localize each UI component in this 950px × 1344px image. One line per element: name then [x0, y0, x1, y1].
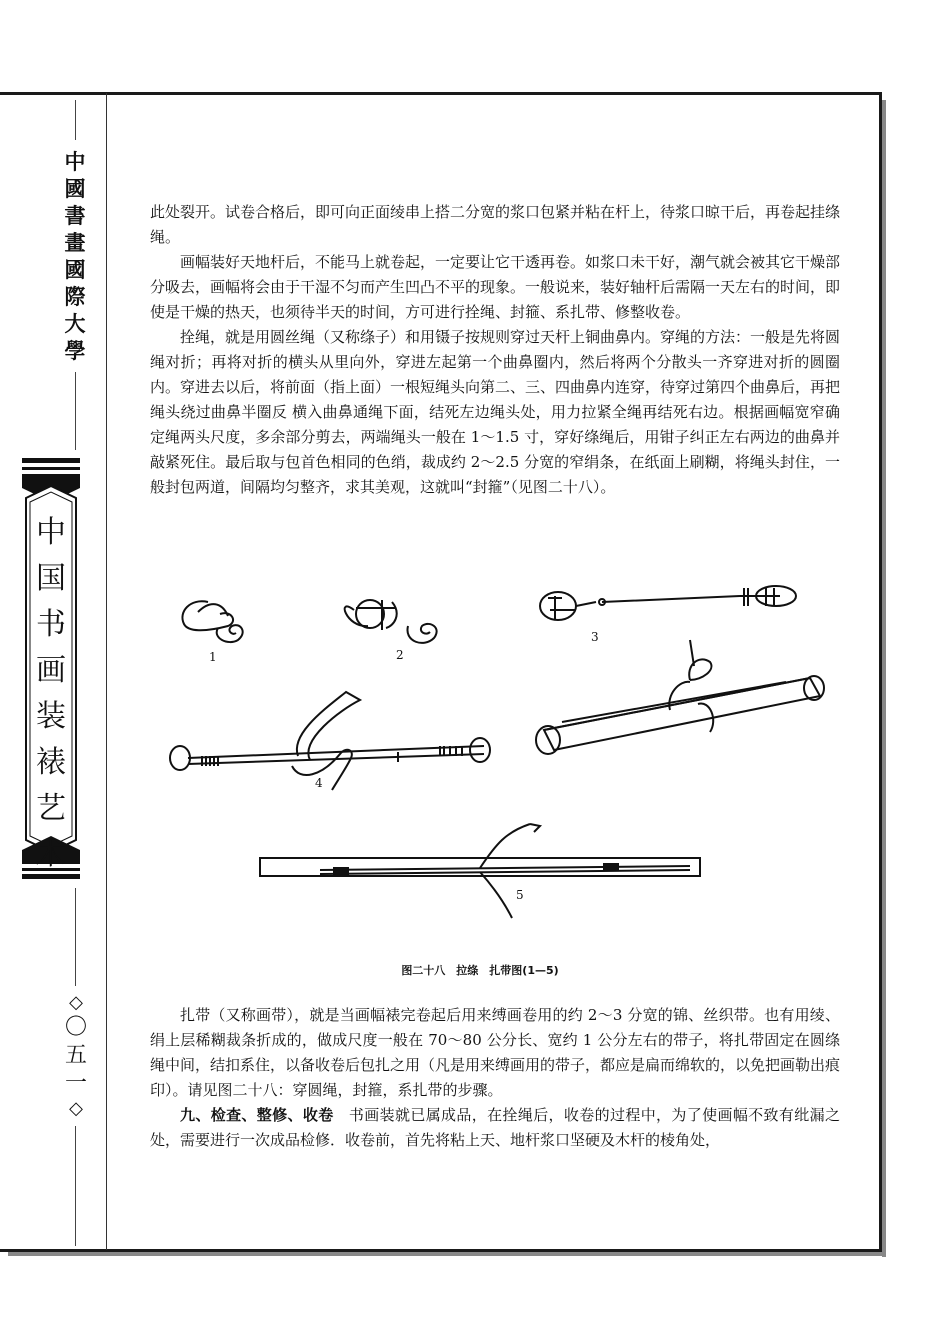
sidebar-rule-top [75, 100, 76, 140]
figure-illustration [150, 570, 850, 950]
series-title: 中 國 書 畫 國 際 大 學 [64, 149, 86, 363]
book-title-badge [20, 458, 82, 880]
page-number: ◇ 〇 五 一 ◇ [64, 992, 87, 1119]
figure-label-4: 4 [315, 776, 323, 790]
paragraph: 扎带（又称画带），就是当画幅裱完卷起后用来缚画卷用的约 2～3 分宽的锦、丝织带。也有用绫、绢上层稀糊裁条折成的，做成尺度一般在 70～80 公分长、宽约 1 公分左右的带子，将扎带固定在圆绦绳中间，结扣系住，以备收卷后包扎之用（凡是用来缚画用的带子，都应是扁而绵软的，以免把画勒出痕印）。请见图二十八：穿圆绳，封箍，系扎带的步骤。 [150, 1006, 841, 1099]
frame-shadow-bottom [8, 1252, 886, 1256]
fig3-rope [540, 586, 796, 620]
paragraph-section-9: 九、检查、整修、收卷 书画装就已属成品，在拴绳后，收卷的过程中，为了使画幅不致有纰漏之处，需要进行一次成品检修．收卷前，首先将粘上天、地杆浆口坚硬及木杆的棱角处， [150, 1106, 840, 1149]
figure-label-5: 5 [516, 888, 524, 902]
book-title: 中 国 书 画 装 裱 艺 术 [36, 515, 66, 872]
sidebar-rule-end [75, 1126, 76, 1246]
sidebar-divider [106, 93, 107, 1250]
frame-shadow-right [882, 100, 886, 1257]
paragraph: 拴绳，就是用圆丝绳（又称绦子）和用镊子按规则穿过天杆上铜曲鼻内。穿绳的方法：一般是先将圆绳对折；再将对折的横头从里向外，穿进左起第一个曲鼻圈内，然后将两个分散头一齐穿进对折的圆圈内。穿进去以后，将前面（指上面）一根短绳头向第二、三、四曲鼻内连穿，待穿过第四个曲鼻后，再把绳头绕过曲鼻半圈反 横入曲鼻通绳下面，结死左边绳头处，用力拉紧全绳再结死右边。根据画幅宽窄确定绳两头尺度，多余部分剪去，两端绳头一般在 1～1.5 寸，穿好绦绳后，用钳子纠正左右两边的曲鼻并敲紧死住。最后取与包首色相同的色绡，裁成约 2～2.5 分宽的窄绢条，在纸面上刷糊，将绳头封住，一般封包两道，间隔均匀整齐，求其美观，这就叫“封箍”（见图二十八）。 [150, 328, 841, 496]
fig4-rope-tie [170, 692, 490, 790]
sidebar-rule-bottom [75, 888, 76, 986]
paragraph: 画幅装好天地杆后，不能马上就卷起，一定要让它干透再卷。如浆口未干好，潮气就会被其它干燥部分吸去，画幅将会由于干湿不匀而产生凹凸不平的现象。一般说来，装好轴杆后需隔一天左右的时间，即使是干燥的热天，也须待半天的时间，方可进行拴绳、封箍、系扎带、修整收卷。 [150, 253, 841, 321]
figure-label-2: 2 [396, 648, 404, 662]
fig2-knot [345, 600, 437, 643]
paragraph: 此处裂开。试卷合格后，即可向正面绫串上搭二分宽的浆口包紧并粘在杆上，待浆口晾干后，再卷起挂绦绳。 [150, 203, 841, 246]
figure-label-3: 3 [591, 630, 599, 644]
body-text-lower [150, 1003, 840, 1153]
body-text-upper [150, 200, 840, 500]
fig-scroll-roll [536, 640, 824, 754]
fig1-knot [182, 601, 242, 642]
section-heading: 九、检查、整修、收卷 [180, 1106, 334, 1124]
figure-caption: 图二十八 拉绦 扎带图(1—5) [401, 964, 559, 977]
figure-label-1: 1 [209, 650, 217, 664]
sidebar-rule-mid [75, 372, 76, 450]
fig5-board [260, 824, 700, 918]
